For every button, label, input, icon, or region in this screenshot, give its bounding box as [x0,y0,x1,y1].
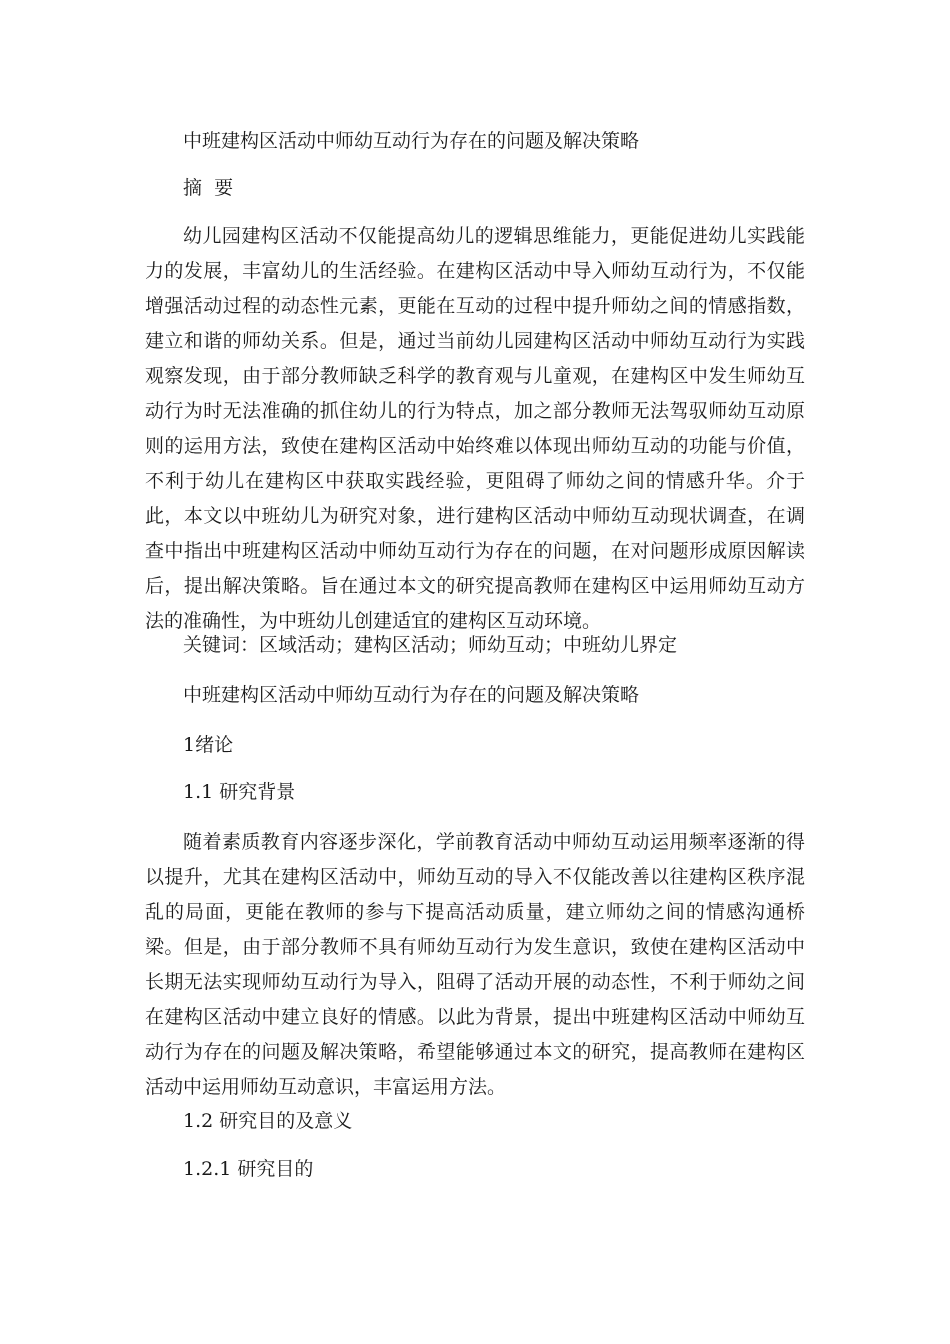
background-paragraph: 随着素质教育内容逐步深化，学前教育活动中师幼互动运用频率逐渐的得以提升，尤其在建构区活动中，师幼互动的导入不仅能改善以往建构区秩序混乱的局面，更能在教师的参与下提高活动质量，建立师幼之间的情感沟通桥梁。但是，由于部分教师不具有师幼互动行为发生意识，致使在建构区活动中长期无法实现师幼互动行为导入，阻碍了活动开展的动态性，不利于师幼之间在建构区活动中建立良好的情感。以此为背景，提出中班建构区活动中师幼互动行为存在的问题及解决策略，希望能够通过本文的研究，提高教师在建构区活动中运用师幼互动意识，丰富运用方法。 [145,831,805,1098]
title-repeat: 中班建构区活动中师幼互动行为存在的问题及解决策略 [183,684,640,706]
section-heading-1-1: 1.1 研究背景 [183,781,296,803]
section-heading-1-2-1: 1.2.1 研究目的 [183,1158,314,1180]
abstract-heading: 摘 要 [183,177,234,199]
abstract-paragraph: 幼儿园建构区活动不仅能提高幼儿的逻辑思维能力，更能促进幼儿实践能力的发展，丰富幼儿的生活经验。在建构区活动中导入师幼互动行为，不仅能增强活动过程的动态性元素，更能在互动的过程中提升师幼之间的情感指数，建立和谐的师幼关系。但是，通过当前幼儿园建构区活动中师幼互动行为实践观察发现，由于部分教师缺乏科学的教育观与儿童观，在建构区中发生师幼互动行为时无法准确的抓住幼儿的行为特点，加之部分教师无法驾驭师幼互动原则的运用方法，致使在建构区活动中始终难以体现出师幼互动的功能与价值，不利于幼儿在建构区中获取实践经验，更阻碍了师幼之间的情感升华。介于此，本文以中班幼儿为研究对象，进行建构区活动中师幼互动现状调查，在调查中指出中班建构区活动中师幼互动行为存在的问题，在对问题形成原因解读后，提出解决策略。旨在通过本文的研究提高教师在建构区中运用师幼互动方法的准确性，为中班幼儿创建适宜的建构区互动环境。 [145,225,805,632]
keywords-line: 关键词：区域活动；建构区活动；师幼互动；中班幼儿界定 [183,634,678,656]
section-heading-1: 1绪论 [183,734,234,756]
document-title: 中班建构区活动中师幼互动行为存在的问题及解决策略 [183,130,640,152]
section-heading-1-2: 1.2 研究目的及意义 [183,1110,353,1132]
